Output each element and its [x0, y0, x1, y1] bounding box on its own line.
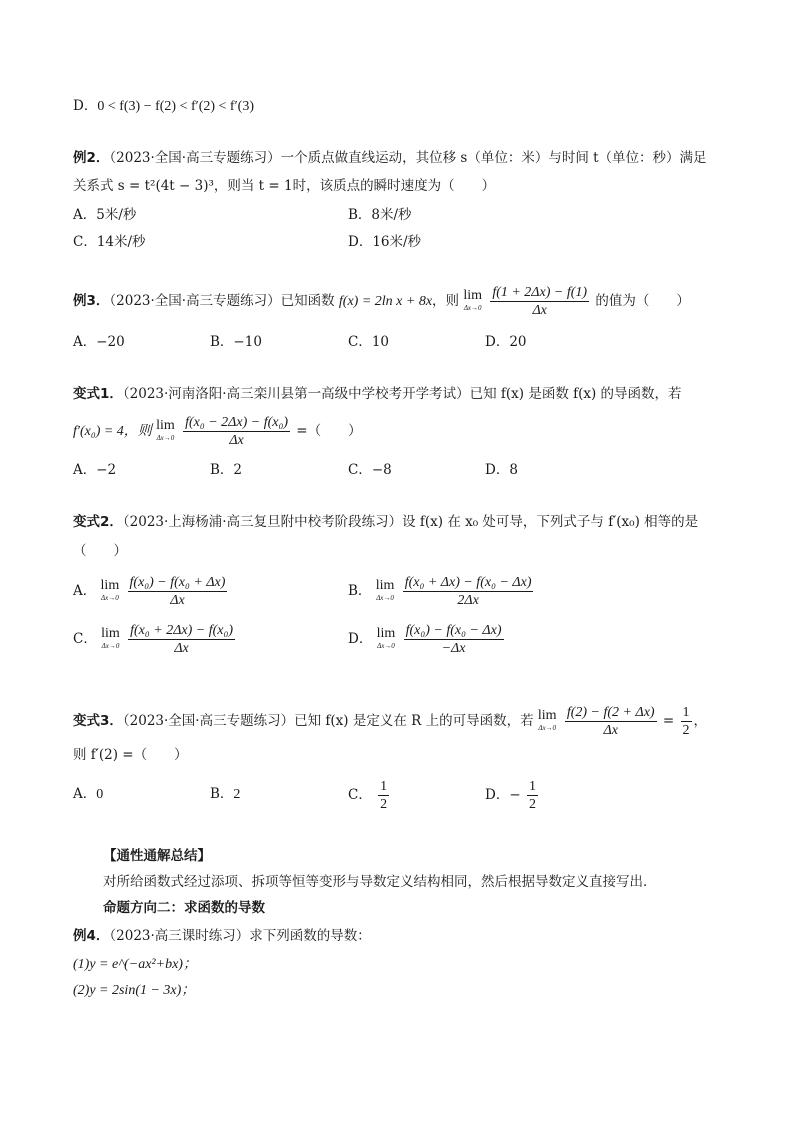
- var3-option-a: A．0: [73, 786, 104, 802]
- ex3-line: 例3．（2023·全国·高三专题练习）已知函数 f(x) = 2ln x + 8x，则 lim Δx→0 $\frac{f(1 + 2\Delta x) - f(1)}{\Delta x}$ 的值为（ ）: [73, 285, 690, 318]
- var1-option-d: D．8: [485, 462, 518, 478]
- ex2-option-a: A．5米/秒: [73, 207, 137, 223]
- var3-line2: 则 f′(2) =（ ）: [73, 747, 188, 763]
- var3-fraction: $\frac{f(2) - f(2 + \Delta x)}{\Delta x}$: [566, 705, 655, 738]
- var3-rhs: $\frac{1}{2}$: [682, 705, 690, 738]
- ex3-fraction: $\frac{f(1 + 2\Delta x) - f(1)}{\Delta x}$: [492, 285, 588, 318]
- summary-body: 对所给函数式经过添项、拆项等恒等变形与导数定义结构相同，然后根据导数定义直接写出．: [103, 874, 657, 890]
- var2-option-c: C． lim Δx→0 $\frac{\text{f(x₀ + 2Δx) − f(x₀)}}{\Delta x}$: [73, 623, 234, 656]
- ex3-option-c: C．10: [348, 334, 390, 350]
- var1-option-a: A．−2: [73, 462, 117, 478]
- ex2-option-c: C．14米/秒: [73, 234, 146, 250]
- var1-option-b: B．2: [210, 462, 243, 478]
- ex4-line1: 例4．（2023·高三课时练习）求下列函数的导数：: [73, 928, 371, 944]
- var3-option-d: D．− $\frac{1}{2}$: [485, 779, 536, 812]
- var1-fraction: $\frac{\text{f(x₀ − 2Δx) − f(x₀)}}{\Delta x}$: [185, 415, 288, 448]
- var2-option-a: A． lim Δx→0 $\frac{\text{f(x₀) − f(x₀ + Δx)}}{\Delta x}$: [73, 575, 226, 608]
- direction-heading: 命题方向二：求函数的导数: [103, 900, 265, 916]
- ex3-option-d: D．20: [485, 334, 527, 350]
- var1-line1: 变式1．（2023·河南洛阳·高三栾川县第一高级中学校考开学考试）已知 f(x) 是函数 f(x) 的导函数，若: [73, 386, 682, 402]
- var2-option-b: B． lim Δx→0 $\frac{\text{f(x₀ + Δx) − f(x₀ − Δx)}}{2\Delta x}$: [348, 575, 532, 608]
- var1-option-c: C．−8: [348, 462, 392, 478]
- var2-line2: （ ）: [73, 543, 127, 559]
- ex3-option-b: B．−10: [210, 334, 262, 350]
- ex4-item2: (2)y = 2sin(1 − 3x)；: [73, 983, 196, 998]
- var3-option-c: C． $\frac{1}{2}$: [348, 779, 388, 812]
- var3-limit: lim Δx→0: [537, 707, 557, 732]
- q1-option-d: D．0 < f(3) − f(2) < f′(2) < f′(3): [73, 98, 254, 114]
- ex2-line1: 例2．（2023·全国·高三专题练习）一个质点做直线运动，其位移 s（单位：米）与时间 t（单位：秒）满足: [73, 150, 707, 166]
- var2-option-d: D． lim Δx→0 $\frac{\text{f(x₀) − f(x₀ − Δx)}}{-\Delta x}$: [348, 623, 502, 656]
- var1-limit: lim Δx→0: [156, 417, 175, 442]
- ex4-item1: (1)y = e^(−ax²+bx)；: [73, 957, 197, 972]
- var2-line1: 变式2．（2023·上海杨浦·高三复旦附中校考阶段练习）设 f(x) 在 x₀ 处可导，下列式子与 f′(x₀) 相等的是: [73, 514, 699, 530]
- var3-option-b: B．2: [210, 786, 241, 802]
- ex3-option-a: A．−20: [73, 334, 125, 350]
- ex2-option-b: B．8米/秒: [348, 207, 412, 223]
- ex3-limit: lim Δx→0: [463, 287, 483, 312]
- var1-line2: f′(x₀) = 4，则 lim Δx→0 $\frac{\text{f(x₀ − 2Δx) − f(x₀)}}{\Delta x}$ =（ ）: [73, 415, 362, 448]
- summary-heading: 【通性通解总结】: [103, 848, 211, 864]
- var3-line1: 变式3．（2023·全国·高三专题练习）已知 f(x) 是定义在 R 上的可导函数，若 lim Δx→0 $\frac{f(2) - f(2 + \Delta x)}{\Delta x}$ = $\frac{1}{2}$ ，: [73, 705, 708, 738]
- ex2-line2: 关系式 s = t²(4t − 3)³，则当 t = 1时，该质点的瞬时速度为（ ）: [73, 178, 496, 194]
- ex2-option-d: D．16米/秒: [348, 234, 422, 250]
